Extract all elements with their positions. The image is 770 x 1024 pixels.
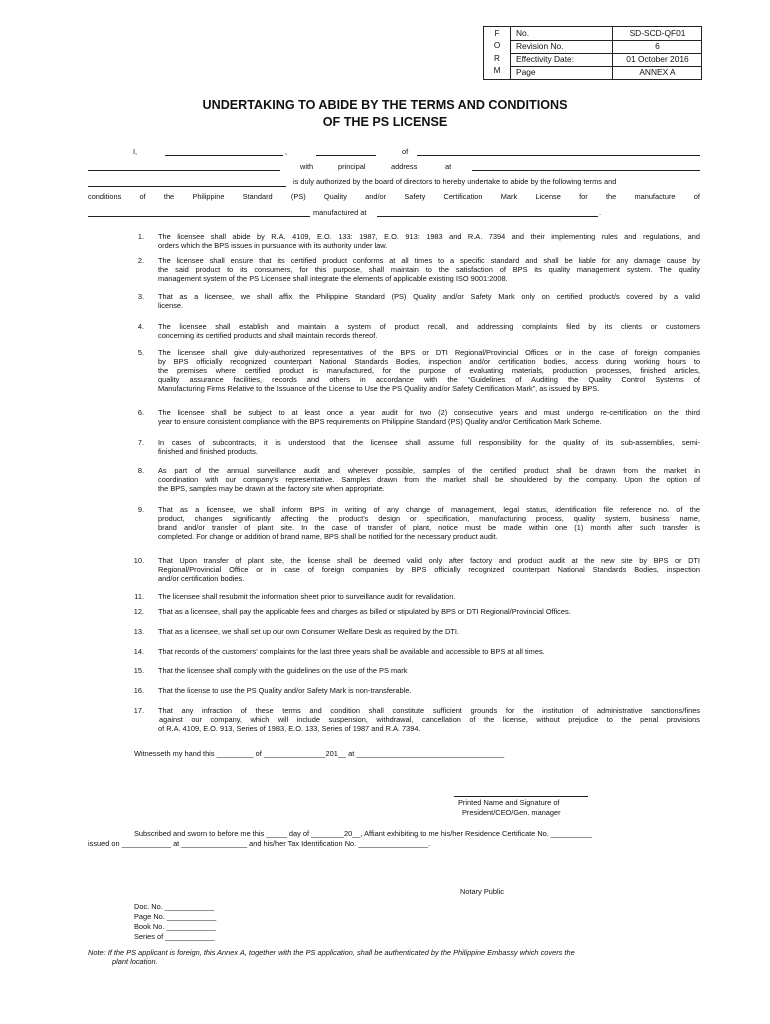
book-no: Book No. ____________ <box>134 922 216 931</box>
item-line: orders which the BPS issues in pursuance with its authority under law. <box>158 241 388 251</box>
intro-word: Quality <box>323 192 347 201</box>
item-text <box>158 438 700 456</box>
intro-line4 <box>88 192 700 201</box>
footnote-line2: plant location. <box>112 957 158 967</box>
item-line: That as a licensee, shall pay the applicable fees and charges as billed or stipulated by BPS or DTI Regional/Provincial Offices. <box>158 607 571 616</box>
form-value: 01 October 2016 <box>626 54 689 64</box>
intro-word: Standard <box>242 192 273 201</box>
item-text <box>158 292 700 310</box>
item-line: management system of the PS Licensee shall integrate the elements of applicable existing ISO 9001:2008. <box>158 274 508 284</box>
item-text <box>158 505 700 541</box>
item-text <box>158 256 700 283</box>
item-number: 7. <box>137 438 144 447</box>
item-number: 4. <box>137 322 144 331</box>
item-number: 5. <box>137 348 144 357</box>
position-field[interactable] <box>316 155 376 156</box>
name-field[interactable] <box>165 155 283 156</box>
footnote <box>88 948 700 966</box>
item-line: That the license to use the PS Quality and/or Safety Mark is non-transferable. <box>158 686 412 695</box>
intro-word: Certification <box>443 192 483 201</box>
item-text <box>158 706 700 733</box>
item-line: The licensee shall be subject to at least once a year audit for two (2) consecutive years and must undergo re-certification on the third <box>158 408 700 417</box>
intro-comma: , <box>285 147 288 156</box>
form-value: ANNEX A <box>639 67 676 77</box>
product-field[interactable] <box>88 216 310 217</box>
intro-address: address <box>391 162 418 171</box>
form-key: Revision No. <box>516 41 564 51</box>
intro-word: License <box>535 192 561 201</box>
intro-word: of <box>693 192 700 201</box>
item-line: That Upon transfer of plant site, the license shall be deemed valid only after factory and product audit at the new site by BPS or DTI <box>158 556 700 565</box>
item-line: The licensee shall establish and maintain a system of product recall, and addressing complaints filed by its clients or customers <box>158 322 700 331</box>
item-line: and/or certification bodies. <box>158 574 245 584</box>
item-number: 8. <box>137 466 144 475</box>
sworn-line2: issued on ____________ at ________________ and his/her Tax Identification No. _________________. <box>88 839 431 848</box>
item-number: 17. <box>133 706 144 715</box>
company-field[interactable] <box>417 155 700 156</box>
item-text <box>158 556 700 583</box>
item-number: 13. <box>133 627 144 636</box>
address-field-cont[interactable] <box>88 186 286 187</box>
item-text <box>158 647 700 656</box>
item-line: That as a licensee, we shall inform BPS in writing of any change of management, legal status, identification file reference no. of the <box>158 505 700 514</box>
notary-public: Notary Public <box>460 887 504 896</box>
plant-location-field[interactable] <box>377 216 598 217</box>
form-letter: O <box>493 41 501 50</box>
item-line: quality assurance facilities, records and others in accordance with the “Guidelines of Auditing the Quality Control Systems of <box>158 375 700 385</box>
intro-word: manufacture <box>634 192 676 201</box>
item-number: 15. <box>133 666 144 675</box>
item-text <box>158 232 700 250</box>
intro-duly: is duly authorized by the board of directors to hereby undertake to abide by the following terms and <box>293 177 617 186</box>
item-text <box>158 686 700 695</box>
item-line: the premises where certified product is manufactured, for the purpose of evaluating materials, production processes, finished articles, <box>158 366 700 376</box>
item-line: As part of the annual surveillance audit and wherever possible, samples of the certified product shall be drawn from the market in <box>158 466 700 475</box>
signature-line[interactable] <box>454 796 588 797</box>
item-line: brand and/or transfer of plant site. In the case of transfer of plant, notice must be made within one (1) month after such transfer is <box>158 523 700 533</box>
item-text <box>158 348 700 393</box>
item-line: against our company, which will include suspension, withdrawal, cancellation of the license, without prejudice to the penal provisions <box>159 715 700 725</box>
item-number: 14. <box>133 647 144 656</box>
address-field[interactable] <box>472 170 700 171</box>
series-of: Series of ____________ <box>134 932 215 941</box>
form-letter: R <box>494 54 500 63</box>
item-text <box>158 666 700 675</box>
item-text <box>158 607 700 616</box>
item-line: The licensee shall resubmit the information sheet prior to surveillance audit for revalidation. <box>158 592 456 601</box>
item-line: concerning its certified products and shall maintain records thereof. <box>158 331 378 341</box>
intro-word: Philippine <box>192 192 225 201</box>
signature-label2: President/CEO/Gen. manager <box>462 808 561 817</box>
item-line: the said product to its consumers, for this purpose, shall maintain to the satisfaction of BPS its quality management system. The quality <box>158 265 700 275</box>
form-value: 6 <box>655 41 660 51</box>
item-line: Regional/Provincial Office or in case of foreign companies by BPS officially recognized counterpart National Standards Bodies, inspection <box>158 565 700 575</box>
item-line: That records of the customers’ complaints for the last three years shall be available and accessible to BPS at all times. <box>158 647 545 656</box>
item-number: 3. <box>137 292 144 301</box>
intro-word: the <box>605 192 617 201</box>
item-text <box>158 592 700 601</box>
intro-principal: principal <box>338 162 366 171</box>
item-number: 9. <box>137 505 144 514</box>
item-line: That as a licensee, we shall set up our own Consumer Welfare Desk as required by the DTI. <box>158 627 459 636</box>
item-number: 10. <box>133 556 144 565</box>
page-no: Page No. ____________ <box>134 912 217 921</box>
intro-word: of <box>139 192 146 201</box>
item-number: 16. <box>133 686 144 695</box>
item-line: completed. For change or addition of brand name, BPS shall be notified for the necessary product audit. <box>158 532 498 542</box>
item-line: the BPS, samples may be drawn at the factory site when appropriate. <box>158 484 385 494</box>
item-line: of R.A. 4109, E.O. 913, Series of 1983, E.O. 133, Series of 1987 and R.A. 7394. <box>158 724 421 734</box>
item-number: 11. <box>134 592 144 601</box>
item-text <box>158 466 700 493</box>
intro-word: conditions <box>88 192 122 201</box>
form-row-revision <box>510 40 701 54</box>
item-line: Manufacturing Firms Relative to the Issuance of the License to Use the PS Quality and/or Safety Certification Mark”, as issued by BPS. <box>158 384 600 394</box>
item-line: The licensee shall ensure that its certified product conforms at all times to a specific standard and shall be liable for any damage cause by <box>158 256 700 265</box>
page-title-line1: UNDERTAKING TO ABIDE BY THE TERMS AND CONDITIONS <box>202 98 568 112</box>
item-line: The licensee shall give duly-authorized representatives of the BPS or DTI Regional/Provincial Offices or in the case of foreign companies <box>158 348 700 357</box>
form-key: No. <box>516 28 530 38</box>
form-key: Page <box>516 67 536 77</box>
company-field-cont[interactable] <box>88 170 280 171</box>
item-line: That the licensee shall comply with the guidelines on the use of the PS mark <box>158 666 408 675</box>
item-line: finished and finished products. <box>158 447 258 457</box>
item-line: license. <box>158 301 184 311</box>
intro-word: Safety <box>404 192 426 201</box>
item-number: 2. <box>137 256 144 265</box>
item-text <box>158 627 700 636</box>
form-value: SD-SCD-QF01 <box>629 28 686 38</box>
page-title-line2: OF THE PS LICENSE <box>322 115 448 129</box>
intro-i: I, <box>133 147 138 156</box>
form-letter: M <box>493 66 501 75</box>
doc-no: Doc. No. ____________ <box>134 902 215 911</box>
intro-word: the <box>163 192 175 201</box>
signature-label1: Printed Name and Signature of <box>458 798 560 807</box>
item-number: 6. <box>137 408 144 417</box>
intro-word: and/or <box>365 192 387 201</box>
intro-period: . <box>599 208 602 217</box>
item-line: That as a licensee, we shall affix the Philippine Standard (PS) Quality and/or Safety Mark only on certified product/s covered by a valid <box>158 292 700 301</box>
footnote-line1: Note: If the PS applicant is foreign, this Annex A, together with the PS application, shall be authenticated by the Philippine Embassy which covers the <box>88 948 575 957</box>
item-number: 1. <box>137 232 144 241</box>
intro-of: of <box>402 147 409 156</box>
form-letter: F <box>494 29 500 38</box>
item-line: product, changes significantly affecting the product’s design or specification, manufacturing process, quality system, business name, <box>158 514 700 524</box>
intro-at: at <box>445 162 452 171</box>
form-key: Effectivity Date: <box>516 54 575 64</box>
item-text <box>158 408 700 426</box>
intro-word: for <box>579 192 588 201</box>
form-control-box <box>483 26 702 80</box>
witness-line: Witnesseth my hand this _________ of _______________201__ at ____________________________________ <box>134 749 505 758</box>
item-line: coordination with our company’s representative. Samples drawn from the market shall be shouldered by the company. Upon the option of <box>158 475 700 485</box>
item-line: year to ensure consistent compliance with the BPS requirements on Philippine Standard (PS) Quality and/or Certification Mark Scheme. <box>158 417 602 427</box>
form-letters <box>484 27 511 79</box>
intro-word: Mark <box>500 192 518 201</box>
item-number: 12. <box>133 607 144 616</box>
item-line: In cases of subcontracts, it is understood that the licensee shall assume full responsibility for the quality of its sub-assemblies, semi- <box>158 438 700 447</box>
form-row-effectivity <box>510 53 701 67</box>
intro-word: (PS) <box>290 192 306 201</box>
item-text <box>158 322 700 340</box>
form-row-page <box>510 66 701 79</box>
intro-with: with <box>300 162 314 171</box>
form-row-no <box>510 27 701 41</box>
item-line: That any infraction of these terms and condition shall constitute sufficient grounds for the institution of administrative sanctions/fines <box>158 706 700 715</box>
intro-manufactured-at: manufactured at <box>313 208 367 217</box>
item-line: by BPS officially recognized counterpart National Standards Bodies, inspection and/or certification bodies, access during working hours to <box>158 357 700 367</box>
sworn-line1: Subscribed and sworn to before me this _____ day of ________20__, Affiant exhibiting to me his/her Residence Certificate No. __________ <box>134 829 592 838</box>
item-line: The licensee shall abide by R.A. 4109, E.O. 133: 1987, E.O. 913: 1983 and R.A. 7394 and their implementing rules and regulations, and <box>158 232 700 241</box>
